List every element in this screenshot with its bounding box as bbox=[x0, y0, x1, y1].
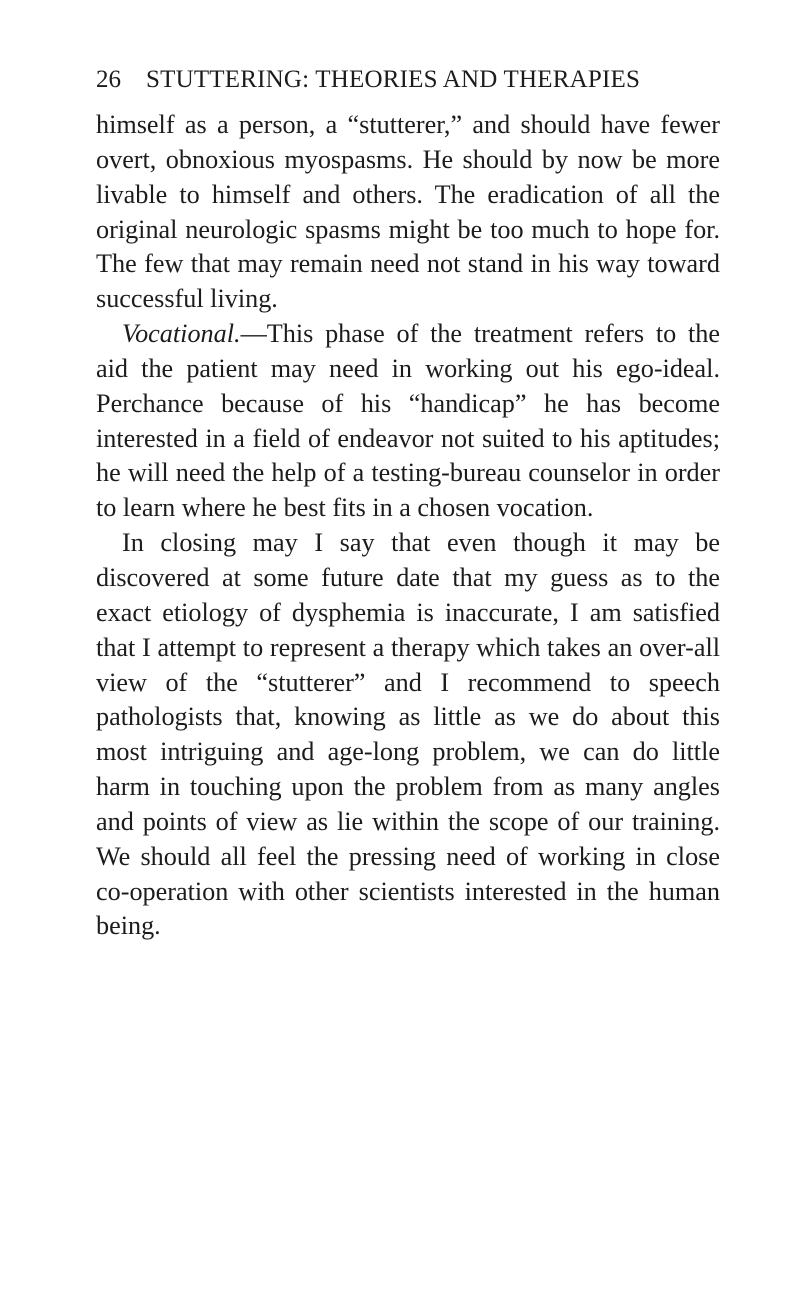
body-text bbox=[96, 108, 720, 944]
paragraph-continuation: himself as a person, a “stutterer,” and should have fewer overt, obnoxious myospasms. He should by now be more livable to himself and others. The eradication of all the original neurologic spasms might be too much to hope for. The few that may remain need not stand in his way toward successful living. bbox=[96, 110, 720, 314]
paragraph-vocational bbox=[96, 317, 720, 526]
paragraph-vocational-text: —This phase of the treatment refers to the aid the patient may need in working out his ego-ideal. Perchance because of his “handicap” he has become interested in a field of endeavor not suited to his aptitudes; he will need the help of a testing-bureau counselor in order to learn where he best fits in a chosen vocation. bbox=[96, 319, 720, 523]
running-head-title: STUTTERING: THEORIES AND THERAPIES bbox=[146, 66, 641, 93]
page-number: 26 bbox=[96, 66, 121, 93]
run-in-heading-vocational: Vocational. bbox=[122, 319, 241, 349]
running-head bbox=[96, 62, 716, 98]
paragraph-closing: In closing may I say that even though it may be discovered at some future date that my guess as to the exact etiology of dysphemia is inaccurate, I am satisfied that I attempt to represent a therapy which takes an over-all view of the “stutterer” and I recommend to speech pathologists that, knowing as little as we do about this most intriguing and age-long problem, we can do little harm in touching upon the problem from as many angles and points of view as lie within the scope of our training. We should all feel the pressing need of working in close co-operation with other scientists interested in the human being. bbox=[96, 528, 720, 941]
